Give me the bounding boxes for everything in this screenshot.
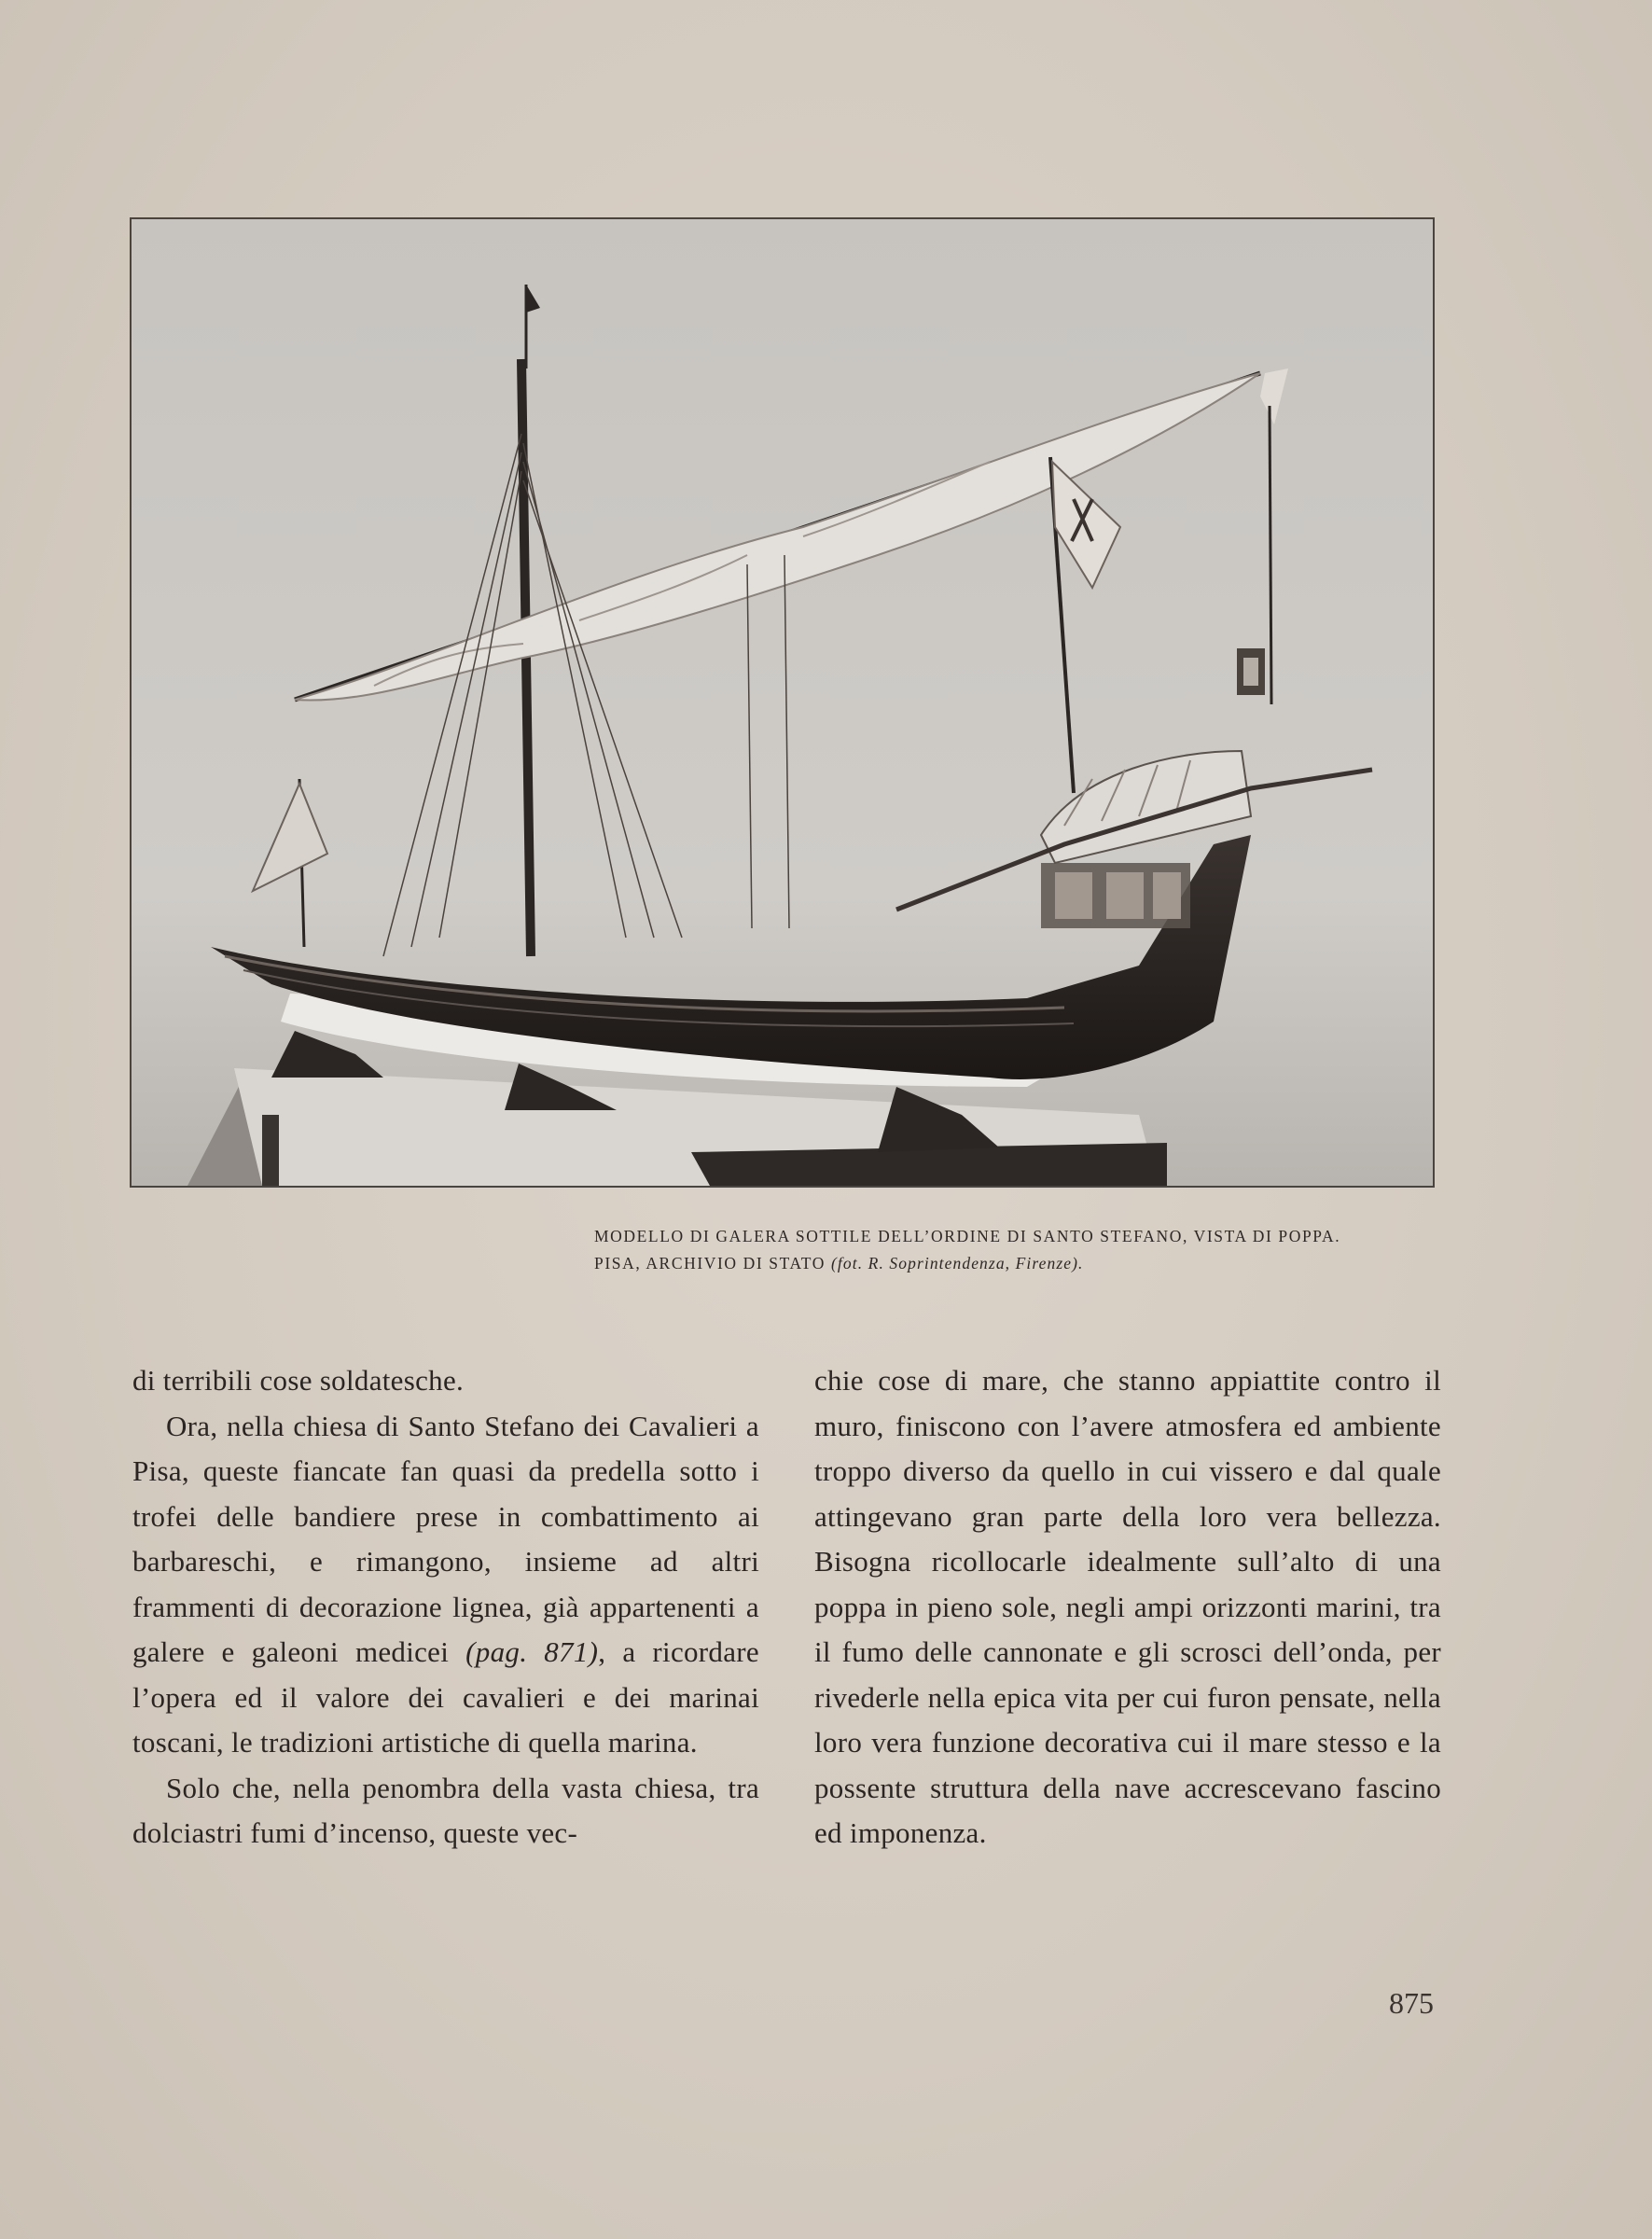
caption-line-1: MODELLO DI GALERA SOTTILE DELL’ORDINE DI SANTO STEFANO, VISTA DI POPPA. <box>594 1227 1341 1245</box>
ship-model-illustration <box>132 219 1433 1186</box>
paragraph-santo-stefano <box>132 1404 759 1766</box>
text-column-left <box>132 1358 759 1857</box>
photo-caption <box>594 1223 1434 1277</box>
paragraph-cose-di-mare: chie cose di mare, che stanno appiattite contro il muro, finiscono con l’avere atmosfera ed ambiente troppo diverso da quello in cui vissero e dal quale attingevano gran parte della loro vera bellezza. Bisogna ricollocarle idealmente sull’alto di una poppa in pieno sole, negli ampi orizzonti marini, tra il fumo delle cannonate e gli scrosci dell’onda, per rivederle nella epica vita per cui furon pensate, nella loro vera funzione decorativa cui il mare stesso e la possente struttura della nave accrescevano fascino ed imponenza. <box>814 1364 1441 1849</box>
paragraph-continuation: di terribili cose soldatesche. <box>132 1364 465 1397</box>
caption-line-2 <box>594 1250 1434 1277</box>
text-column-right <box>814 1358 1441 1857</box>
paragraph-text: , a ricordare l’opera ed il valore dei cavalieri e dei marinai toscani, le tradizioni artistiche di quella marina. <box>132 1635 759 1759</box>
page-number: 875 <box>1389 1986 1434 2020</box>
paragraph-text: Ora, nella chiesa di Santo Stefano dei Cavalieri a Pisa, queste fiancate fan quasi da predella sotto i trofei delle bandiere prese in combattimento ai barbareschi, e rimangono, insieme ad altri frammenti di decorazione lignea, già appartenenti a galere e galeoni medicei <box>132 1409 759 1668</box>
caption-location: PISA, ARCHIVIO DI STATO <box>594 1254 826 1272</box>
paragraph-penombra: Solo che, nella penombra della vasta chiesa, tra dolciastri fumi d’incenso, queste vec- <box>132 1771 759 1849</box>
page-reference: (pag. 871) <box>465 1635 599 1668</box>
galley-model-photograph <box>130 217 1435 1188</box>
caption-photo-credit: (fot. R. Soprintendenza, Firenze). <box>831 1254 1084 1272</box>
